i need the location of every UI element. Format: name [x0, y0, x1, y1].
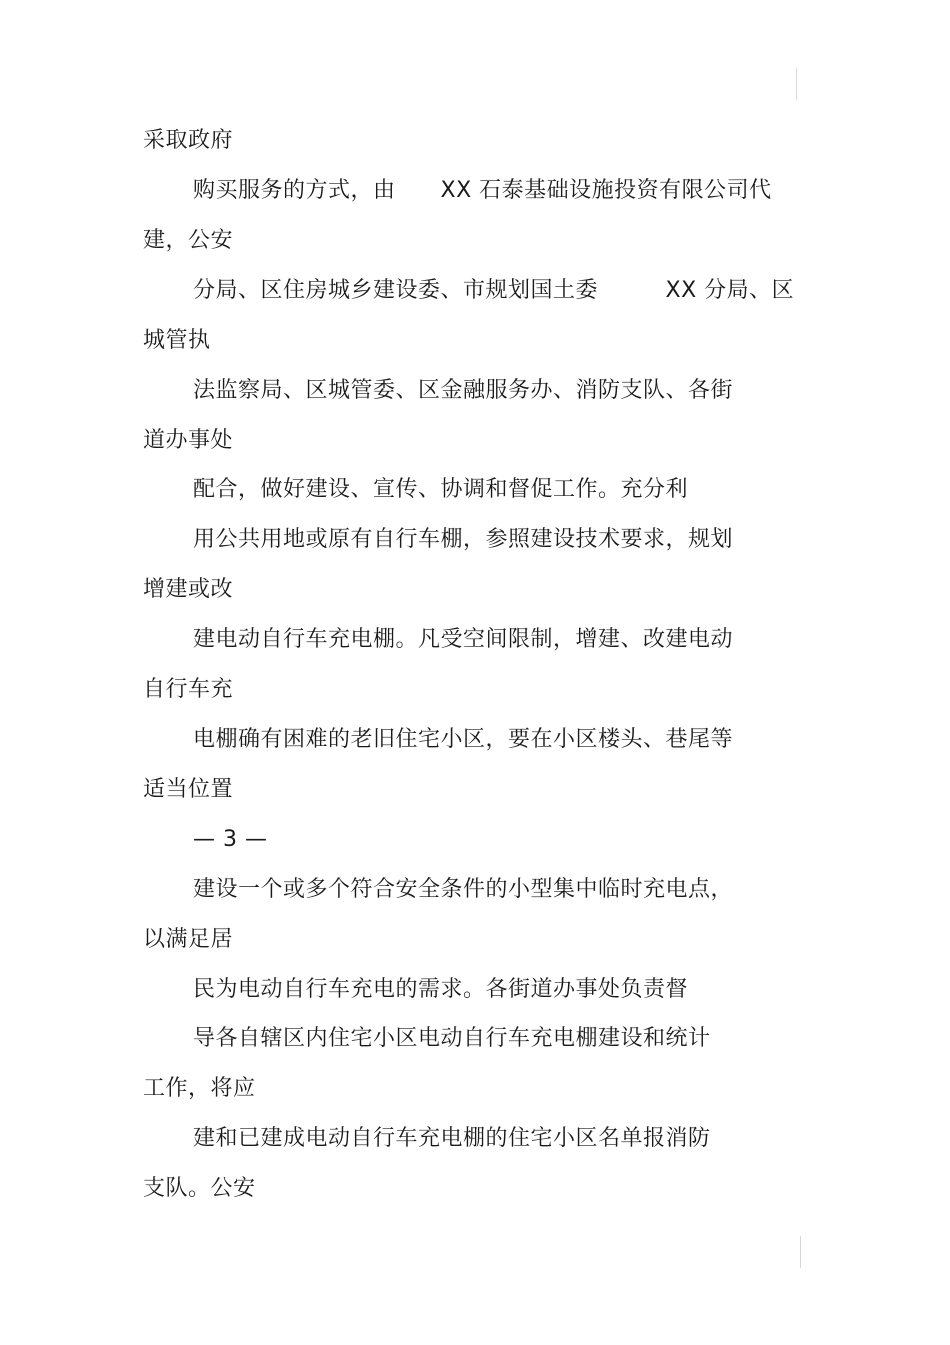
text-line: 采取政府 [143, 128, 234, 153]
text-line: 增建或改 [143, 577, 234, 602]
bottom-right-margin-mark [800, 1236, 801, 1268]
text-line: 建和已建成电动自行车充电棚的住宅小区名单报消防 [193, 1126, 711, 1151]
text-line: 城管执 [143, 328, 211, 353]
text-line: 建设一个或多个符合安全条件的小型集中临时充电点， [193, 877, 734, 902]
page-number: — 3 — [193, 827, 268, 852]
text-line: 建电动自行车充电棚。凡受空间限制，增建、改建电动 [193, 627, 734, 652]
top-right-margin-mark [796, 68, 797, 100]
text-line: 建，公安 [143, 228, 234, 253]
text-line: 法监察局、区城管委、区金融服务办、消防支队、各街 [193, 378, 734, 403]
text-line: 分局、区住房城乡建设委、市规划国土委 XX 分局、区 [193, 278, 795, 303]
text-line: 工作，将应 [143, 1076, 256, 1101]
text-line: 配合，做好建设、宣传、协调和督促工作。充分利 [193, 477, 689, 502]
text-line: 购买服务的方式，由 XX 石泰基础设施投资有限公司代 [193, 178, 772, 203]
text-line: 民为电动自行车充电的需求。各街道办事处负责督 [193, 977, 689, 1002]
text-line: 道办事处 [143, 428, 234, 453]
text-line: 适当位置 [143, 777, 234, 802]
text-line: 用公共用地或原有自行车棚，参照建设技术要求，规划 [193, 527, 734, 552]
text-line: 自行车充 [143, 677, 234, 702]
text-line: 导各自辖区内住宅小区电动自行车充电棚建设和统计 [193, 1026, 711, 1051]
text-line: 以满足居 [143, 927, 234, 952]
text-line: 电棚确有困难的老旧住宅小区，要在小区楼头、巷尾等 [193, 727, 734, 752]
text-line: 支队。公安 [143, 1176, 256, 1201]
